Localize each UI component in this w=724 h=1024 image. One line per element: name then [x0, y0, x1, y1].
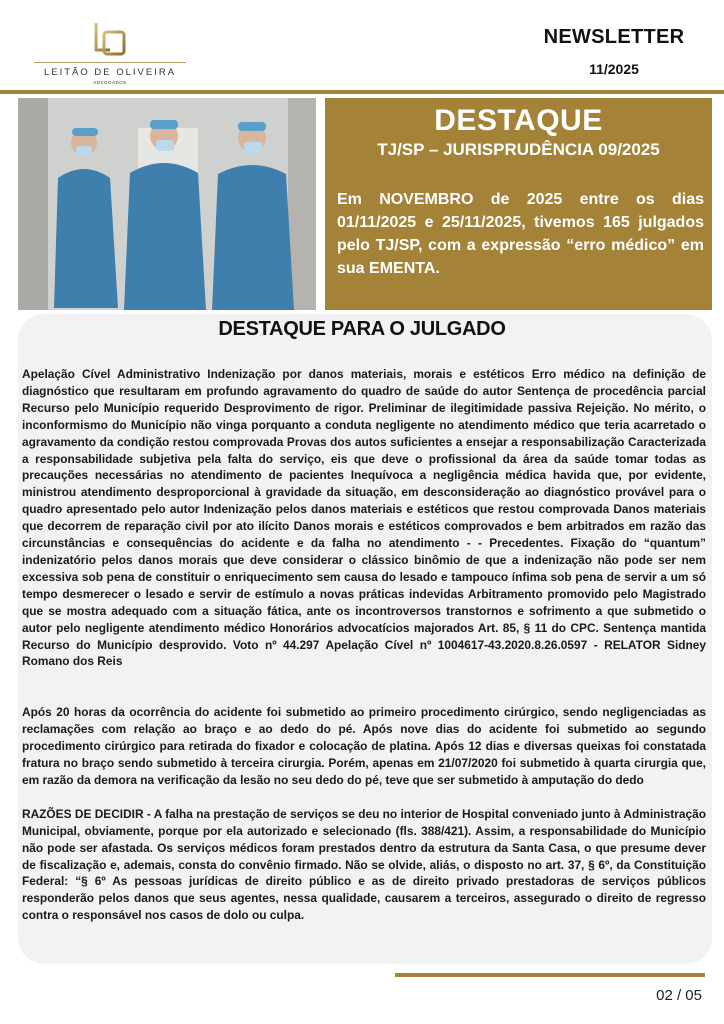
facts-paragraph: Após 20 horas da ocorrência do acidente foi submetido ao primeiro procedimento cirúrgico, sendo negligenciadas as reclamações com relação ao braço e ao dedo do pé. Após nove dias do acidente foi submetido ao segundo procedimento cirúrgico para retirada do fixador e colocação de platina. Após 12 dias e diversas queixas foi constatada fratura no braço sendo submetido à terceira cirurgia. Porém, apenas em 21/07/2020 foi submetido à quarta cirurgia que, em razão da demora na verificação da lesão no seu dedo do pé, teve que ser submetido à amputação do dedo — [22, 705, 706, 787]
ementa-paragraph: Apelação Cível Administrativo Indenização por danos materiais, morais e estéticos Erro médico na definição de diagnóstico que resultaram em profundo agravamento do quadro de saúde do autor Sentença de procedência parcial Recurso pelo Município requerido Desprovimento de rigor. Preliminar de ilegitimidade passiva Rejeição. No mérito, o inconformismo do Município não vinga porquanto a conduta negligente no atendimento médico que teria acarretado o agravamento da condição restou comprovada Provas dos autos suficientes a ensejar a responsabilização Caracterizada a responsabilidade subjetiva pela falta do serviço, eis que deve o profissional da área da saúde tomar todas as precauções necessárias no atendimento de pacientes Inequívoca a negligência médica havida que, por evidente, ministrou atendimento desproporcional à gravidade da situação, em desconsideração ao diagnóstico provável para o quadro apresentado pelo autor Indenização pelos danos materiais e estéticos que restou comprovada Danos materiais que decorrem de reparação civil por ato ilícito Danos morais e estéticos comprovados e bem arbitrados em razão das circunstâncias e consequências do acidente e da falha no atendimento - - Precedentes. Fixação do “quantum” indenizatório pelos danos morais que deve considerar o clássico binômio de que a indenização não pode ser nem excessiva sob pena de constituir o enriquecimento sem causa do lesado e tampouco ínfima sob pena de servir a um só tempo desmerecer o lesado e servir de estímulo a novas práticas indevidas Arbitramento promovido pelo Magistrado que se mostra adequado com a situação fática, ante os incontroversos transtornos e sofrimento a que submetido o autor pelo negligente atendimento médico Honorários advocatícios majorados Art. 85, § 11 do CPC. Sentença mantida Recurso do Município desprovido. Voto nº 44.297 Apelação Cível nº 1004617-43.2020.8.26.0597 - RELATOR Sidney Romano dos Reis — [22, 367, 706, 669]
newsletter-heading — [534, 26, 694, 77]
medical-team-photo — [18, 98, 316, 310]
reasons-paragraph: RAZÕES DE DECIDIR - A falha na prestação de serviços se deu no interior de Hospital conveniado junto à Administração Municipal, obviamente, porque por ela autorizado e selecionado (fls. 388/421). Assim, a responsabilidade do Município não pode ser afastada. Os serviços médicos foram prestados dentro da estrutura da Santa Casa, o que presume dever de fiscalização e, ademais, consta do convênio firmado. Não se olvide, aliás, o disposto no art. 37, § 6º, da Constituição Federal: “§ 6º As pessoas jurídicas de direito público e as de direito privado prestadoras de serviços públicos responderão pelos danos que seus agentes, nessa qualidade, causarem a terceiros, assegurado o direito de regresso contra o responsável nos casos de dolo ou culpa. — [22, 806, 706, 923]
issue-date: 11/2025 — [589, 61, 639, 77]
highlight-subtitle: TJ/SP – JURISPRUDÊNCIA 09/2025 — [377, 140, 660, 159]
highlight-title: DESTAQUE — [434, 104, 603, 137]
firm-logo — [34, 20, 186, 90]
footer-divider — [395, 973, 705, 977]
section-title: DESTAQUE PARA O JULGADO — [218, 318, 506, 340]
judgment-body — [22, 366, 706, 924]
newsletter-label: NEWSLETTER — [543, 26, 685, 48]
logo-name: LEITÃO DE OLIVEIRA — [43, 67, 177, 78]
highlight-text: Em NOVEMBRO de 2025 entre os dias 01/11/2025 e 25/11/2025, tivemos 165 julgados pelo TJ/SP, com a expressão “erro médico” em sua EMENTA. — [337, 191, 704, 277]
lo-monogram-icon — [80, 20, 140, 60]
logo-rule — [34, 62, 186, 63]
highlight-box — [325, 98, 712, 310]
logo-subtitle: ADVOGADOS — [93, 80, 127, 85]
page-number: 02 / 05 — [656, 987, 702, 1004]
header-divider — [0, 90, 724, 94]
